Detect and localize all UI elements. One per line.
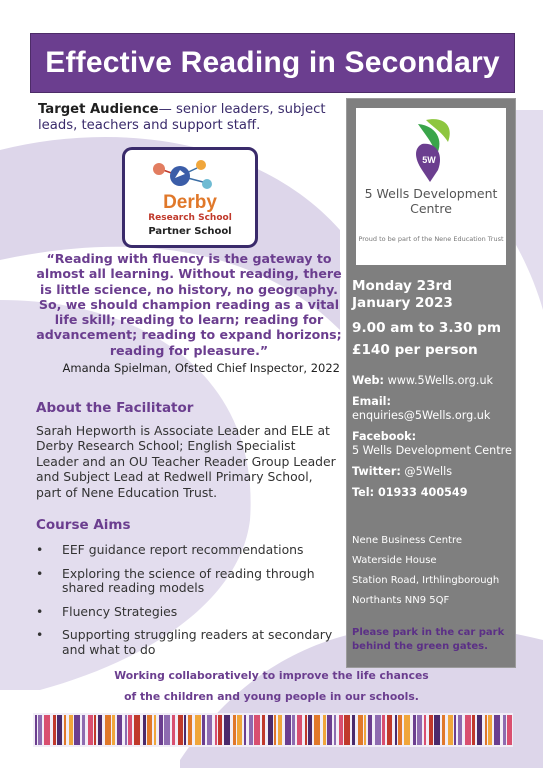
stripe — [218, 715, 222, 745]
twitter-label: Twitter: — [352, 465, 401, 478]
stripe — [327, 715, 332, 745]
logo-partner-school: Partner School — [148, 226, 232, 237]
stripe — [429, 715, 433, 745]
stripe — [472, 715, 475, 745]
stripe — [458, 715, 462, 745]
stripe — [184, 715, 186, 745]
stripe — [382, 715, 385, 745]
address-line: Station Road, Irthlingborough — [352, 575, 500, 586]
twitter-link[interactable]: @5Wells — [404, 465, 453, 478]
page-title: Effective Reading in Secondary — [45, 46, 500, 79]
target-audience — [38, 102, 338, 134]
stripe — [448, 715, 453, 745]
stripe — [278, 715, 282, 745]
stripe — [424, 715, 426, 745]
bullet-icon: • — [36, 542, 44, 557]
stripe — [352, 715, 355, 745]
stripe — [368, 715, 372, 745]
stripe — [305, 715, 307, 745]
email-link[interactable]: enquiries@5Wells.org.uk — [352, 409, 491, 422]
stripe — [334, 715, 336, 745]
address-block — [352, 531, 514, 611]
stripe — [178, 715, 183, 745]
stripe — [88, 715, 93, 745]
stripe — [74, 715, 80, 745]
parking-note: Please park in the car park behind the green gates. — [352, 627, 505, 652]
address-line: Northants NN9 5QF — [352, 595, 450, 606]
molecule-icon — [125, 150, 255, 195]
stripe — [364, 715, 366, 745]
tel-number: 01933 400549 — [377, 486, 468, 499]
five-wells-logo — [356, 108, 506, 265]
stripe — [233, 715, 236, 745]
stripe — [69, 715, 73, 745]
audience-text: — senior leaders, subject leads, teachers and support staff. — [38, 102, 326, 133]
stripe — [64, 715, 66, 745]
stripe — [188, 715, 192, 745]
stripe — [274, 715, 276, 745]
stripe — [308, 715, 312, 745]
stripe — [344, 715, 350, 745]
stripe — [285, 715, 291, 745]
logo-tagline: Proud to be part of the Nene Education Trust — [358, 235, 504, 243]
footer-line: Working collaboratively to improve the life chances — [114, 669, 429, 682]
stripe — [268, 715, 273, 745]
list-item: • Fluency Strategies — [36, 603, 178, 619]
stripe — [128, 715, 132, 745]
footer-tagline — [100, 665, 443, 707]
decorative-stripes — [33, 713, 513, 747]
stripe — [159, 715, 163, 745]
web-label: Web: — [352, 374, 385, 387]
stripe — [105, 715, 111, 745]
stripe — [134, 715, 140, 745]
stripe — [254, 715, 260, 745]
stripe — [507, 715, 512, 745]
stripe — [387, 715, 392, 745]
stripe — [143, 715, 146, 745]
logo-badge-text: 5W — [422, 155, 436, 165]
stripe — [164, 715, 170, 745]
stripe — [38, 715, 42, 745]
stripe — [404, 715, 410, 745]
quote-text: “Reading with fluency is the gateway to almost all learning. Without reading, there is little science, no history, no geography. So, we should champion reading as a vital life skill; reading to learn; reading for advancement; reading to expand horizons; reading for pleasure.” — [36, 251, 342, 358]
address-line: Waterside House — [352, 555, 437, 566]
stripe — [314, 715, 320, 745]
course-aims-heading: Course Aims — [36, 517, 131, 533]
stripe — [323, 715, 326, 745]
info-sidebar — [346, 98, 516, 668]
audience-label: Target Audience — [38, 102, 159, 117]
stripe — [147, 715, 152, 745]
stripe — [125, 715, 127, 745]
quote-attribution: Amanda Spielman, Ofsted Chief Inspector, 2022 — [62, 361, 340, 375]
web-link[interactable]: www.5Wells.org.uk — [387, 374, 494, 387]
logo-research-school: Research School — [148, 213, 232, 223]
stripe — [237, 715, 242, 745]
event-date: Monday 23rd January 2023 — [352, 278, 453, 311]
stripe — [395, 715, 397, 745]
stripe — [195, 715, 201, 745]
contact-details — [352, 374, 514, 507]
stripe — [112, 715, 115, 745]
stripe — [417, 715, 422, 745]
footer-line: of the children and young people in our schools. — [124, 690, 419, 703]
facebook-link[interactable]: 5 Wells Development Centre — [352, 444, 512, 457]
stripe — [57, 715, 62, 745]
stripe — [434, 715, 440, 745]
stripe — [154, 715, 156, 745]
facebook-label: Facebook: — [352, 430, 417, 443]
bullet-icon: • — [36, 565, 44, 581]
stripe — [202, 715, 205, 745]
stripe — [53, 715, 56, 745]
stripe — [207, 715, 212, 745]
facilitator-heading: About the Facilitator — [36, 400, 194, 416]
stripe — [244, 715, 246, 745]
list-item: • Exploring the science of reading through shared reading models — [36, 565, 315, 595]
title-banner — [30, 33, 515, 93]
course-aims-list — [36, 543, 346, 666]
stripe — [98, 715, 102, 745]
stripe — [494, 715, 500, 745]
stripe — [488, 715, 492, 745]
stripe — [117, 715, 122, 745]
stripe — [465, 715, 471, 745]
stripe — [339, 715, 343, 745]
stripe — [292, 715, 295, 745]
stripe — [44, 715, 50, 745]
stripe — [297, 715, 302, 745]
stripe — [454, 715, 456, 745]
event-time: 9.00 am to 3.30 pm — [352, 320, 502, 336]
stripe — [358, 715, 363, 745]
bullet-icon: • — [36, 603, 44, 619]
stripe — [215, 715, 217, 745]
stripe — [477, 715, 482, 745]
address-line: Nene Business Centre — [352, 535, 463, 546]
stripe — [262, 715, 265, 745]
logo-centre-name: 5 Wells Development Centre — [364, 186, 498, 216]
stripe — [503, 715, 506, 745]
stripe — [94, 715, 96, 745]
stripe — [82, 715, 85, 745]
derby-research-school-logo — [122, 147, 258, 248]
email-label: Email: — [352, 395, 391, 408]
event-price: £140 per person — [352, 342, 478, 358]
list-item: • Supporting struggling readers at secondary and what to do — [36, 627, 333, 657]
logo-derby: Derby — [163, 192, 217, 213]
stripe — [35, 715, 37, 745]
stripe — [398, 715, 402, 745]
stripe — [224, 715, 230, 745]
five-wells-leaf-icon — [356, 108, 506, 186]
stripe — [375, 715, 381, 745]
stripe — [172, 715, 175, 745]
facilitator-text: Sarah Hepworth is Associate Leader and ELE at Derby Research School; English Specialist Leader and an OU Teacher Reader Group Leader and Subject Lead at Redwell Primary School, part of Nene Education Trust. — [36, 423, 336, 500]
stripe — [249, 715, 253, 745]
stripe — [413, 715, 416, 745]
list-item: • EEF guidance report recommendations — [36, 542, 304, 557]
tel-label: Tel: — [352, 486, 375, 499]
stripe — [442, 715, 445, 745]
bullet-icon: • — [36, 627, 44, 642]
stripe — [485, 715, 487, 745]
